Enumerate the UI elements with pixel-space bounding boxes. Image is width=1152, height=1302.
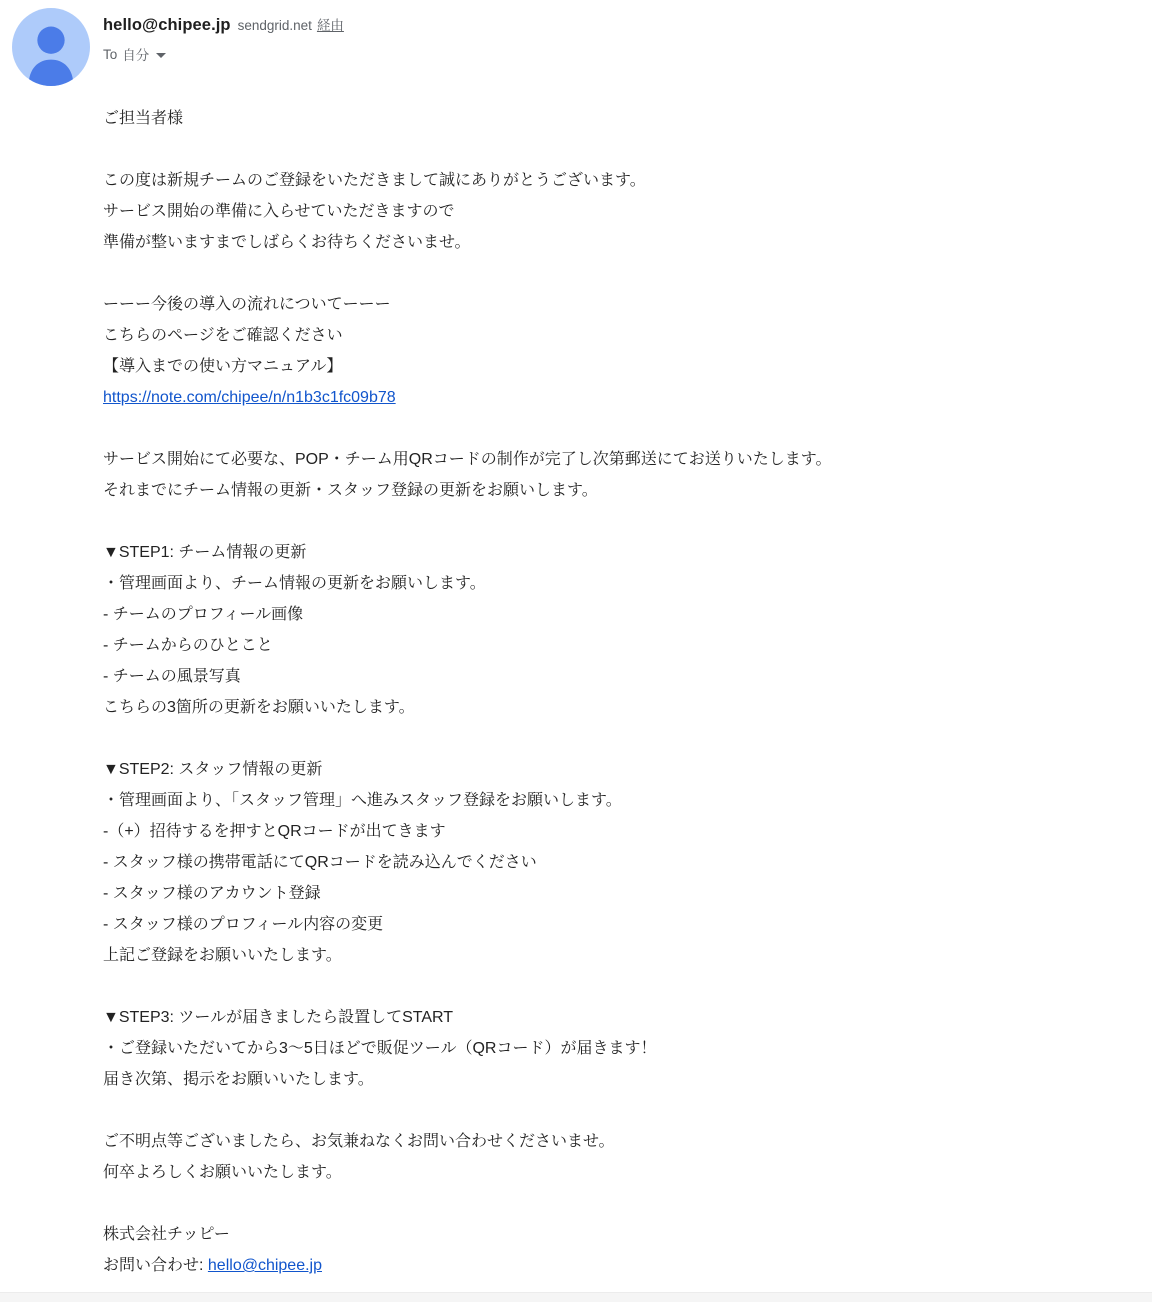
sender-line [103,14,344,35]
body-text: それまでにチーム情報の更新・スタッフ登録の更新をお願いします。 [103,482,598,499]
email-body [103,103,1112,1281]
body-text: こちらのページをご確認ください [103,327,343,344]
body-line [103,1033,1112,1064]
body-line [103,847,1112,878]
body-text: ▼STEP3: ツールが届きましたら設置してSTART [103,1009,454,1026]
body-line [103,413,1112,444]
body-text: こちらの3箇所の更新をお願いいたします。 [103,699,415,716]
via-link[interactable]: 経由 [316,18,344,33]
body-line [103,1002,1112,1033]
body-line [103,909,1112,940]
body-line [103,816,1112,847]
body-text: ーーー今後の導入の流れについてーーー [103,296,391,313]
body-line [103,1250,1112,1281]
sender-email: hello@chipee.jp [103,16,231,34]
body-text: 準備が整いますまでしばらくお待ちくださいませ。 [103,234,471,251]
to-label: To [103,46,118,62]
body-line [103,165,1112,196]
body-text: - スタッフ様のプロフィール内容の変更 [103,916,384,933]
body-line [103,1188,1112,1219]
body-line [103,754,1112,785]
recipient-name: 自分 [122,48,150,63]
body-line [103,971,1112,1002]
header-text [103,8,344,64]
body-line [103,475,1112,506]
body-line [103,537,1112,568]
body-line [103,568,1112,599]
show-details-icon[interactable] [156,53,166,58]
body-text: - スタッフ様のアカウント登録 [103,885,321,902]
body-text: この度は新規チームのご登録をいただきまして誠にありがとうございます。 [103,172,646,189]
body-text: -（+）招待するを押すとQRコードが出てきます [103,823,446,840]
body-text: 何卒よろしくお願いいたします。 [103,1164,342,1181]
body-line [103,940,1112,971]
body-text: お問い合わせ: [103,1257,208,1274]
body-text: ・ご登録いただいてから3〜5日ほどで販促ツール（QRコード）が届きます！ [103,1040,657,1057]
body-text: - チームからのひとこと [103,637,273,654]
person-icon [12,8,90,86]
body-line [103,506,1112,537]
body-text: 上記ご登録をお願いいたします。 [103,947,342,964]
next-message-edge [0,1292,1152,1302]
body-line [103,1219,1112,1250]
body-text: ご担当者様 [103,110,184,127]
body-text: ▼STEP1: チーム情報の更新 [103,544,307,561]
body-line [103,630,1112,661]
body-line [103,258,1112,289]
body-text: - チームのプロフィール画像 [103,606,304,623]
body-line [103,382,1112,413]
body-link[interactable]: hello@chipee.jp [207,1257,322,1274]
body-line [103,723,1112,754]
body-line [103,196,1112,227]
body-line [103,289,1112,320]
body-text: サービス開始にて必要な、POP・チーム用QRコードの制作が完了し次第郵送にてお送りいたします。 [103,451,832,468]
body-line [103,351,1112,382]
body-text: サービス開始の準備に入らせていただきますので [103,203,455,220]
body-line [103,1064,1112,1095]
body-text: 【導入までの使い方マニュアル】 [103,358,343,375]
sender-avatar[interactable] [12,8,90,86]
body-text: - チームの風景写真 [103,668,241,685]
email-header [0,0,1152,86]
body-link[interactable]: https://note.com/chipee/n/n1b3c1fc09b78 [103,389,396,406]
via-domain: sendgrid.net [237,18,312,33]
body-line [103,1157,1112,1188]
body-text: ・管理画面より、「スタッフ管理」へ進みスタッフ登録をお願いします。 [103,792,622,809]
body-text: 株式会社チッピー [103,1226,230,1243]
body-line [103,103,1112,134]
body-line [103,878,1112,909]
body-line [103,1126,1112,1157]
body-text: ご不明点等ございましたら、お気兼ねなくお問い合わせくださいませ。 [103,1133,615,1150]
recipient-row[interactable] [103,44,166,64]
body-line [103,692,1112,723]
body-line [103,444,1112,475]
body-line [103,320,1112,351]
body-line [103,1095,1112,1126]
body-line [103,134,1112,165]
body-text: - スタッフ様の携帯電話にてQRコードを読み込んでください [103,854,537,871]
body-text: ▼STEP2: スタッフ情報の更新 [103,761,323,778]
body-text: 届き次第、掲示をお願いいたします。 [103,1071,374,1088]
body-line [103,599,1112,630]
body-text: ・管理画面より、チーム情報の更新をお願いします。 [103,575,486,592]
body-line [103,227,1112,258]
body-line [103,785,1112,816]
body-line [103,661,1112,692]
